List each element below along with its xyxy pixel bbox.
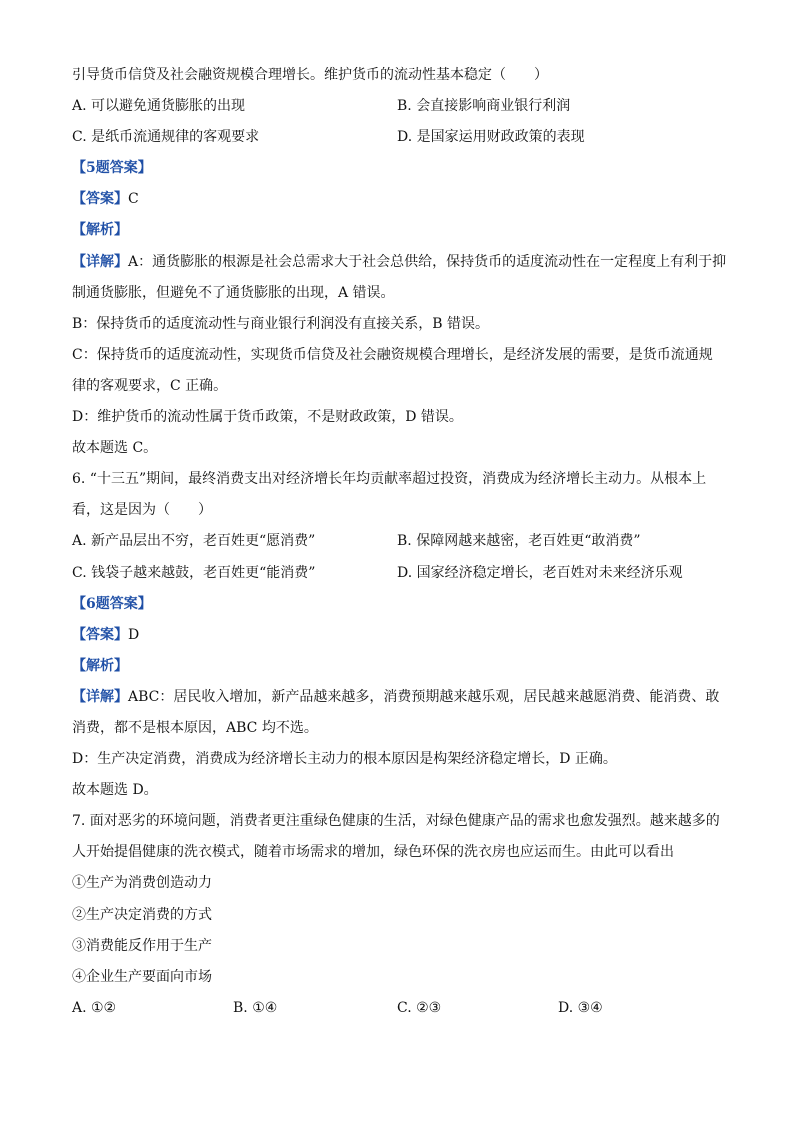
- q6-answer-value: D: [128, 626, 140, 643]
- q6-answer-heading: 【6题答案】: [72, 595, 152, 612]
- q6-detail-label: 【详解】: [72, 688, 128, 705]
- q7-stem-line: 人开始提倡健康的洗衣模式，随着市场需求的增加，绿色环保的洗衣房也应运而生。由此可以看出: [72, 844, 674, 861]
- q6-stem-line: 看，这是因为（ ）: [72, 502, 212, 519]
- q6-option-c: C. 钱袋子越来越鼓，老百姓更“能消费”: [72, 564, 316, 581]
- q5-option-d: D. 是国家运用财政政策的表现: [397, 129, 585, 146]
- q5-option-b: B. 会直接影响商业银行利润: [397, 98, 571, 115]
- q7-options-row: [72, 993, 732, 1024]
- q5-stem-line: 引导货币信贷及社会融资规模合理增长。维护货币的流动性基本稳定（ ）: [72, 67, 548, 83]
- q6-stem-line: 6. “十三五”期间，最终消费支出对经济增长年均贡献率超过投资，消费成为经济增长主动力。从根本上: [72, 471, 707, 488]
- q6-options-row-1: [72, 526, 732, 557]
- q6-explanation-line: 消费，都不是根本原因，ABC 均不选。: [72, 719, 318, 736]
- q6-options-row-2: [72, 558, 732, 589]
- q5-answer-value: C: [128, 191, 139, 208]
- q6-analysis-heading: 【解析】: [72, 657, 128, 674]
- q7-stem-line: 7. 面对恶劣的环境问题，消费者更注重绿色健康的生活，对绿色健康产品的需求也愈发强烈。越来越多的: [72, 813, 720, 830]
- q5-explanation-line: [72, 247, 732, 278]
- q7-statement-4: ④企业生产要面向市场: [72, 968, 212, 985]
- q5-answer-line: [72, 184, 732, 215]
- q5-options-row-1: [72, 91, 732, 122]
- q6-explanation-line: D：生产决定消费，消费成为经济增长主动力的根本原因是构架经济稳定增长，D 正确。: [72, 751, 617, 768]
- q6-answer-label: 【答案】: [72, 626, 128, 643]
- q5-answer-label: 【答案】: [72, 191, 128, 208]
- q5-explanation-line: 律的客观要求，C 正确。: [72, 377, 228, 394]
- q5-explanation-text: A：通货膨胀的根源是社会总需求大于社会总供给，保持货币的适度流动性在一定程度上有利于抑: [128, 253, 727, 270]
- q6-answer-line: [72, 620, 732, 651]
- q5-options-row-2: [72, 122, 732, 153]
- q5-analysis-heading: 【解析】: [72, 222, 128, 239]
- q7-option-a: A. ①②: [72, 999, 117, 1016]
- q5-detail-label: 【详解】: [72, 253, 128, 270]
- q5-explanation-line: 制通货膨胀，但避免不了通货膨胀的出现，A 错误。: [72, 284, 395, 301]
- q5-answer-heading: 【5题答案】: [72, 160, 152, 177]
- q6-explanation-text: ABC：居民收入增加，新产品越来越多，消费预期越来越乐观，居民越来越愿消费、能消费、敢: [128, 688, 720, 705]
- q7-statement-2: ②生产决定消费的方式: [72, 906, 212, 923]
- q7-statement-1: ①生产为消费创造动力: [72, 875, 212, 892]
- q5-option-a: A. 可以避免通货膨胀的出现: [72, 98, 246, 115]
- q6-explanation-line: [72, 682, 732, 713]
- q5-explanation-line: B：保持货币的适度流动性与商业银行利润没有直接关系，B 错误。: [72, 315, 490, 332]
- q6-option-a: A. 新产品层出不穷，老百姓更“愿消费”: [72, 533, 316, 550]
- q7-option-b: B. ①④: [233, 999, 278, 1016]
- q7-option-c: C. ②③: [397, 999, 442, 1016]
- q6-option-b: B. 保障网越来越密，老百姓更“敢消费”: [397, 533, 641, 550]
- q5-explanation-line: D：维护货币的流动性属于货币政策，不是财政政策，D 错误。: [72, 409, 463, 426]
- q5-conclusion: 故本题选 C。: [72, 440, 158, 457]
- q6-option-d: D. 国家经济稳定增长，老百姓对未来经济乐观: [397, 564, 683, 581]
- q7-statement-3: ③消费能反作用于生产: [72, 937, 212, 954]
- q6-conclusion: 故本题选 D。: [72, 782, 158, 799]
- q5-explanation-line: C：保持货币的适度流动性，实现货币信贷及社会融资规模合理增长，是经济发展的需要，是货币流通规: [72, 346, 713, 363]
- q5-option-c: C. 是纸币流通规律的客观要求: [72, 129, 260, 146]
- page-content: [72, 60, 732, 1024]
- q7-option-d: D. ③④: [558, 999, 603, 1016]
